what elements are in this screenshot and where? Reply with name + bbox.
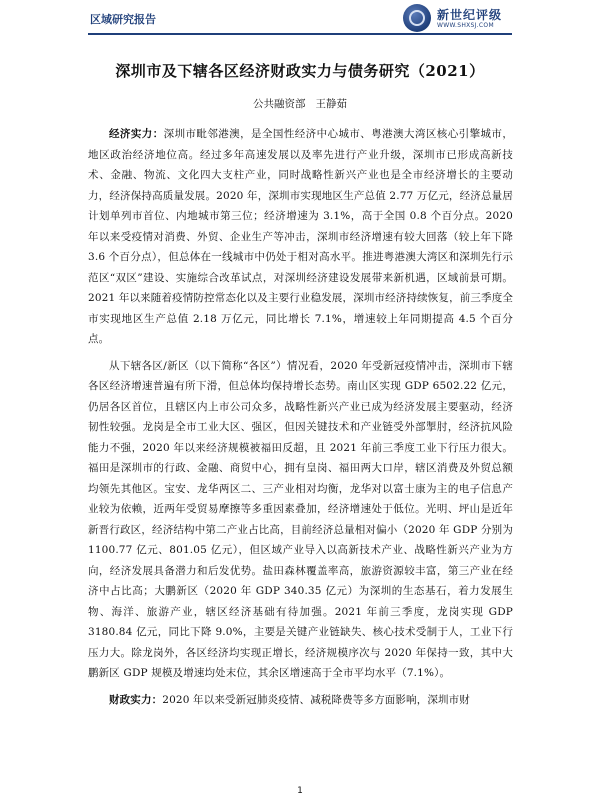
globe-icon (403, 4, 431, 32)
brand-logo (403, 4, 513, 34)
logo-url: WWW.SHXSJ.COM (437, 22, 494, 29)
document-body (88, 124, 513, 716)
department-name: 公共融资部 (253, 98, 306, 110)
paragraph-text: 深圳市毗邻港澳，是全国性经济中心城市、粤港澳大湾区核心引擎城市，地区政治经济地位高。经过多年高速发展以及率先进行产业升级，深圳市已形成高新技术、金融、物流、文化四大支柱产业，同时战略性新兴产业也是全市经济增长的主要动力，经济保持高质量发展。2020 年，深圳市实现地区生产总值 2.77 万亿元，经济总量居计划单列市首位、内地城市第三位；经济增速为 3.1%，高于全国 0.8 个百分点。2020 年以来受疫情对消费、外贸、企业生产等冲击，深圳市经济增速有较大回落（较上年下降 3.6 个百分点），但总体在一线城市中仍处于相对高水平。推进粤港澳大湾区和深圳先行示范区“双区”建设、实施综合改革试点，对深圳经济建设发展带来新机遇，区域前景可期。2021 年以来随着疫情防控常态化以及主要行业稳发展，深圳市经济持续恢复，前三季度全市实现地区生产总值 2.18 万亿元，同比增长 7.1%，增速较上年同期提高 4.5 个百分点。 (88, 128, 513, 345)
paragraph-fiscal-strength (88, 690, 513, 711)
logo-name: 新世纪评级 (437, 8, 503, 22)
paragraph-economic-strength (88, 124, 513, 350)
paragraph-lead: 财政实力： (109, 693, 163, 706)
document-title: 深圳市及下辖各区经济财政实力与债务研究（2021） (115, 62, 485, 80)
page-number: 1 (297, 786, 303, 796)
author-line (88, 96, 512, 111)
report-category-label: 区域研究报告 (90, 13, 156, 26)
report-header (0, 0, 600, 40)
paragraph-text: 2020 年以来受新冠肺炎疫情、减税降费等多方面影响，深圳市财 (162, 693, 470, 706)
paragraph-lead: 经济实力： (109, 128, 164, 140)
paragraph-text: 从下辖各区/新区（以下简称“各区”）情况看，2020 年受新冠疫情冲击，深圳市下辖各区经济增速普遍有所下滑，但总体均保持增长态势。南山区实现 GDP 6502.22 亿元，仍居各区首位，且辖区内上市公司众多，战略性新兴产业已成为经济发展主要驱动，经济韧性较强。龙岗是全市工业大区、强区，但因关键技术和产业链受外部掣肘，经济抗风险能力不强，2020 年以来经济规模被福田反超，且 2021 年前三季度工业下行压力很大。福田是深圳市的行政、金融、商贸中心，拥有皇岗、福田两大口岸，辖区消费及外贸总额均领先其他区。宝安、龙华两区二、三产业相对均衡，龙华对以富士康为主的电子信息产业较为依赖，近两年受贸易摩擦等多重因素叠加，经济增速处于低位。光明、坪山是近年新晋行政区，经济结构中第二产业占比高，目前经济总量相对偏小（2020 年 GDP 分别为 1100.77 亿元、801.05 亿元），但区域产业导入以高新技术产业、战略性新兴产业为方向，经济发展具备潜力和后发优势。盐田森林覆盖率高，旅游资源较丰富，第三产业在经济中占比高；大鹏新区（2020 年 GDP 340.35 亿元）为深圳的生态基石，着力发展生物、海洋、旅游产业，辖区经济基础有待加强。2021 年前三季度，龙岗实现 GDP 3180.84 亿元，同比下降 9.0%，主要是关键产业链缺失、核心技术受制于人，工业下行压力大。除龙岗外，各区经济均实现正增长，经济规模序次与 2020 年保持一致，其中大鹏新区 GDP 规模及增速均处末位，其余区增速高于全市平均水平（7.1%）。 (88, 359, 513, 679)
paragraph-district-overview (88, 356, 513, 684)
author-name: 王静茹 (315, 98, 347, 110)
